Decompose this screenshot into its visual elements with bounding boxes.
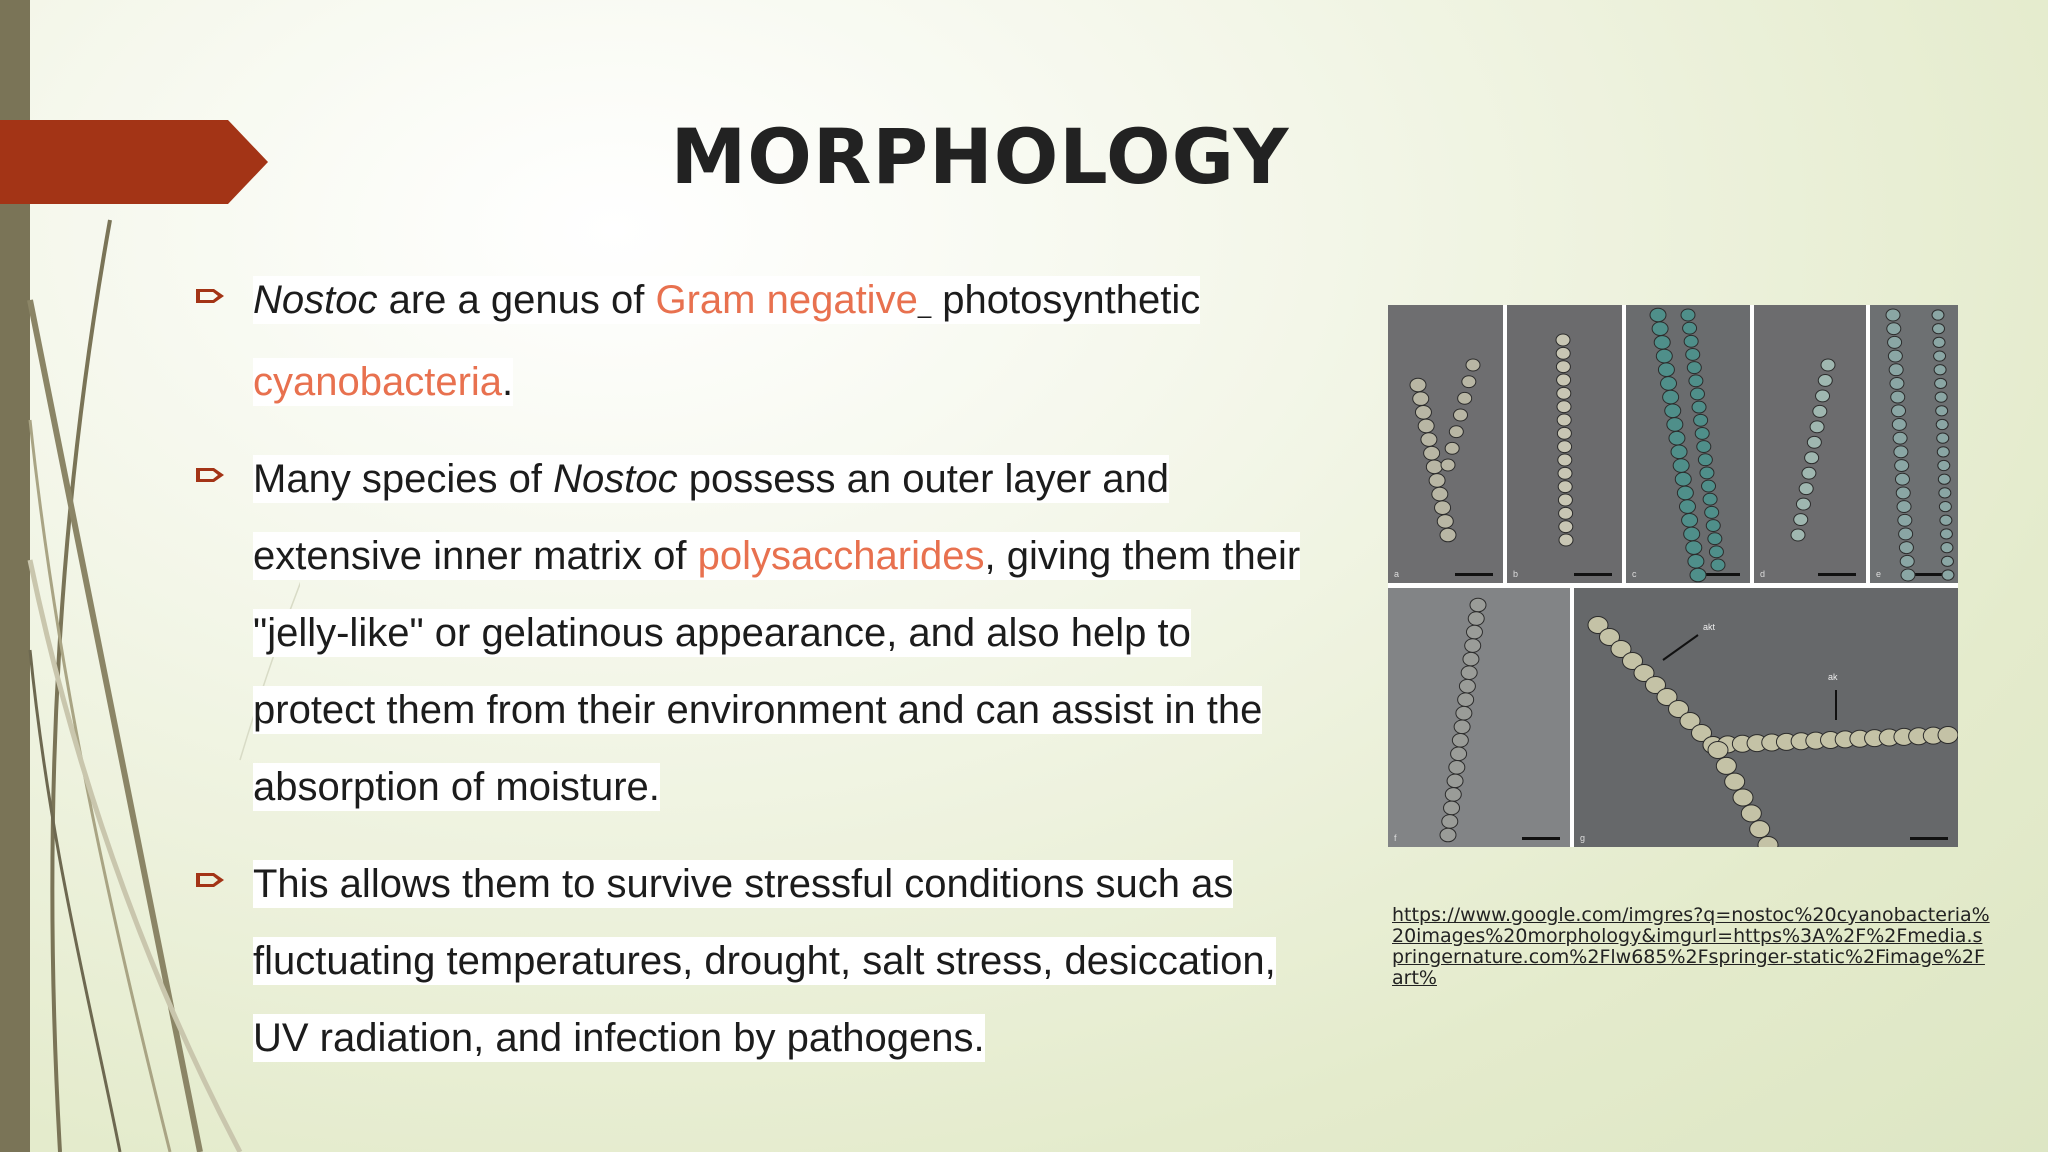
cell	[1679, 500, 1695, 514]
annotation-label: akt	[1703, 622, 1716, 632]
cell	[1709, 546, 1723, 558]
cell	[1692, 401, 1706, 413]
cell	[1706, 520, 1720, 532]
cell	[1799, 483, 1813, 495]
cell	[1942, 570, 1954, 580]
cell	[1887, 323, 1901, 335]
cell	[1898, 514, 1912, 526]
slide-title: MORPHOLOGY	[670, 112, 1290, 201]
cell	[1435, 501, 1451, 515]
cell	[1432, 487, 1448, 501]
text-run: polysaccharides	[697, 534, 985, 578]
cell	[1558, 467, 1572, 479]
cell	[1686, 349, 1700, 361]
cell	[1895, 460, 1909, 472]
cell	[1821, 359, 1835, 371]
cell	[1935, 392, 1947, 402]
cell	[1681, 309, 1695, 321]
cell	[1941, 556, 1953, 566]
cell	[1708, 533, 1722, 545]
cell	[1661, 377, 1677, 391]
panel-label: f	[1394, 833, 1397, 843]
cell	[1415, 405, 1431, 419]
cell	[1794, 514, 1808, 526]
cell	[1890, 377, 1904, 389]
cell	[1698, 454, 1712, 466]
cell	[1440, 828, 1456, 842]
bullet-arrow-icon	[196, 870, 226, 890]
cell	[1705, 506, 1719, 518]
cell	[1454, 409, 1468, 421]
cell	[1686, 541, 1702, 555]
cell	[1941, 543, 1953, 553]
cell	[1932, 310, 1944, 320]
bullet-line	[253, 518, 1386, 595]
cell	[1556, 347, 1570, 359]
cell	[1682, 513, 1698, 527]
cell	[1940, 529, 1952, 539]
cell	[1449, 426, 1463, 438]
cell	[1447, 774, 1463, 788]
cell	[1558, 481, 1572, 493]
cell	[1935, 378, 1947, 388]
text-run: photosynthetic	[931, 278, 1201, 322]
cell	[1716, 757, 1736, 774]
cell	[1665, 404, 1681, 418]
cell	[1558, 494, 1572, 506]
cell	[1807, 436, 1821, 448]
cell	[1663, 390, 1679, 404]
scale-bar	[1522, 837, 1560, 840]
cell	[1658, 363, 1674, 377]
text-run: protect them from their environment and can assist in the	[253, 688, 1263, 732]
bullet-line	[253, 923, 1386, 1000]
bullet-line	[253, 672, 1386, 749]
text-run: Gram negative	[655, 278, 918, 322]
cell	[1933, 324, 1945, 334]
bullet-list	[196, 262, 1386, 1097]
cell	[1466, 359, 1480, 371]
cell	[1894, 446, 1908, 458]
scale-bar	[1702, 573, 1740, 576]
cell	[1688, 555, 1704, 569]
panel-label: e	[1876, 569, 1882, 579]
cell	[1933, 337, 1945, 347]
cell	[1899, 542, 1913, 554]
cell	[1813, 405, 1827, 417]
bullet-line	[253, 441, 1386, 518]
text-run: Many species of	[253, 457, 554, 501]
panel-label: c	[1632, 569, 1637, 579]
text-run: fluctuating temperatures, drought, salt stress, desiccation,	[253, 939, 1276, 983]
cell	[1441, 459, 1455, 471]
nostoc-micrograph	[1388, 305, 1958, 847]
cell	[1888, 336, 1902, 348]
cell	[1667, 418, 1683, 432]
cell	[1892, 405, 1906, 417]
cell	[1700, 467, 1714, 479]
panel-label: b	[1513, 569, 1519, 579]
cell	[1556, 334, 1570, 346]
cell	[1424, 446, 1440, 460]
cell	[1445, 442, 1459, 454]
cell	[1462, 376, 1476, 388]
cell	[1936, 419, 1948, 429]
cell	[1796, 498, 1810, 510]
cell	[1654, 336, 1670, 350]
cell	[1895, 473, 1909, 485]
bullet-line	[253, 1000, 1386, 1077]
cell	[1675, 472, 1691, 486]
bullet-arrow-icon	[196, 286, 226, 306]
cell	[1558, 441, 1572, 453]
cell	[1456, 706, 1472, 720]
cell	[1558, 454, 1572, 466]
cell	[1733, 789, 1753, 806]
cell	[1673, 459, 1689, 473]
cell	[1559, 507, 1573, 519]
cell	[1559, 521, 1573, 533]
cell	[1899, 528, 1913, 540]
cell	[1695, 427, 1709, 439]
text-run: UV radiation, and infection by pathogens.	[253, 1016, 985, 1060]
text-run: , giving them their	[984, 534, 1301, 578]
scale-bar	[1574, 573, 1612, 576]
cell	[1684, 527, 1700, 541]
scale-bar	[1910, 837, 1948, 840]
cell	[1683, 322, 1697, 334]
bullet-line	[253, 749, 1386, 826]
cell	[1940, 515, 1952, 525]
cell	[1934, 365, 1946, 375]
cell	[1939, 488, 1951, 498]
bullet-item	[196, 441, 1386, 826]
cell	[1650, 308, 1666, 322]
cell	[1465, 639, 1481, 653]
cell	[1900, 555, 1914, 567]
cell	[1444, 801, 1460, 815]
annotation-label: ak	[1828, 672, 1838, 682]
cell	[1934, 351, 1946, 361]
cell	[1452, 733, 1468, 747]
cell	[1413, 392, 1429, 406]
text-run: "jelly-like" or gelatinous appearance, and also help to	[253, 611, 1191, 655]
cell	[1741, 805, 1761, 822]
cell	[1454, 720, 1470, 734]
cell	[1689, 375, 1703, 387]
cell	[1896, 487, 1910, 499]
cell	[1690, 568, 1706, 582]
cell	[1684, 335, 1698, 347]
cell	[1559, 534, 1573, 546]
cell	[1891, 391, 1905, 403]
panel-label: a	[1394, 569, 1400, 579]
cell	[1426, 460, 1442, 474]
cell	[1816, 390, 1830, 402]
micrograph-panel	[1574, 588, 1958, 847]
bullet-item	[196, 262, 1386, 421]
cell	[1458, 392, 1472, 404]
cell	[1557, 374, 1571, 386]
cell	[1886, 309, 1900, 321]
cell	[1442, 815, 1458, 829]
cell	[1937, 433, 1949, 443]
cell	[1694, 414, 1708, 426]
cell	[1805, 452, 1819, 464]
text-run: cyanobacteria	[253, 360, 503, 404]
cell	[1810, 421, 1824, 433]
cell	[1556, 361, 1570, 373]
cell	[1897, 501, 1911, 513]
cell	[1557, 401, 1571, 413]
text-run: absorption of moisture.	[253, 765, 660, 809]
cell	[1703, 493, 1717, 505]
cell	[1901, 569, 1915, 581]
cell	[1750, 821, 1770, 838]
cell	[1449, 761, 1465, 775]
bullet-line	[253, 262, 1386, 344]
cell	[1458, 693, 1474, 707]
panel-label: d	[1760, 569, 1766, 579]
panel-label: g	[1580, 833, 1586, 843]
cell	[1418, 419, 1434, 433]
cell	[1468, 612, 1484, 626]
cell	[1892, 419, 1906, 431]
cell	[1938, 727, 1958, 744]
scale-bar	[1818, 573, 1856, 576]
cell	[1791, 529, 1805, 541]
ribbon-arrow-icon	[0, 120, 268, 204]
cell	[1463, 652, 1479, 666]
scale-bar	[1455, 573, 1493, 576]
cell	[1936, 406, 1948, 416]
cell	[1410, 378, 1426, 392]
cell	[1429, 474, 1445, 488]
cell	[1938, 460, 1950, 470]
cell	[1893, 432, 1907, 444]
cell	[1702, 480, 1716, 492]
bullet-line	[253, 846, 1386, 923]
cell	[1470, 598, 1486, 612]
cell	[1466, 625, 1482, 639]
cell	[1557, 387, 1571, 399]
cell	[1697, 441, 1711, 453]
cell	[1711, 559, 1725, 571]
cell	[1687, 362, 1701, 374]
cell	[1802, 467, 1816, 479]
cell	[1451, 747, 1467, 761]
text-run: extensive inner matrix of	[253, 534, 698, 578]
cell	[1421, 433, 1437, 447]
cell	[1938, 474, 1950, 484]
cell	[1656, 349, 1672, 363]
bullet-arrow-icon	[196, 465, 226, 485]
cell	[1437, 515, 1453, 529]
text-run: Nostoc	[253, 278, 378, 322]
text-run: This allows them to survive stressful conditions such as	[253, 862, 1234, 906]
text-run: _	[917, 292, 932, 319]
text-run: .	[502, 360, 514, 404]
cell	[1888, 350, 1902, 362]
cell	[1939, 501, 1951, 511]
cell	[1440, 528, 1456, 542]
cell	[1445, 788, 1461, 802]
cell	[1557, 414, 1571, 426]
bullet-line	[253, 595, 1386, 672]
cell	[1725, 773, 1745, 790]
cell	[1461, 666, 1477, 680]
cell	[1652, 322, 1668, 336]
cell	[1557, 427, 1571, 439]
text-run: Nostoc	[553, 457, 678, 501]
cell	[1708, 742, 1728, 759]
text-run: possess an outer layer and	[677, 457, 1170, 501]
bullet-line	[253, 344, 1386, 421]
source-link[interactable]: https://www.google.com/imgres?q=nostoc%20cyanobacteria%20images%20morphology&imgurl=https%3A%2F%2Fmedia.springernature.com%2Flw685%2Fspringer-static%2Fimage%2Fart%	[1392, 904, 1990, 989]
bullet-item	[196, 846, 1386, 1077]
cell	[1818, 375, 1832, 387]
text-run: are a genus of	[377, 278, 656, 322]
micrograph-panel	[1870, 305, 1958, 583]
cell	[1459, 679, 1475, 693]
cell	[1677, 486, 1693, 500]
cell	[1671, 445, 1687, 459]
cell	[1937, 447, 1949, 457]
cell	[1669, 431, 1685, 445]
cell	[1889, 364, 1903, 376]
cell	[1690, 388, 1704, 400]
